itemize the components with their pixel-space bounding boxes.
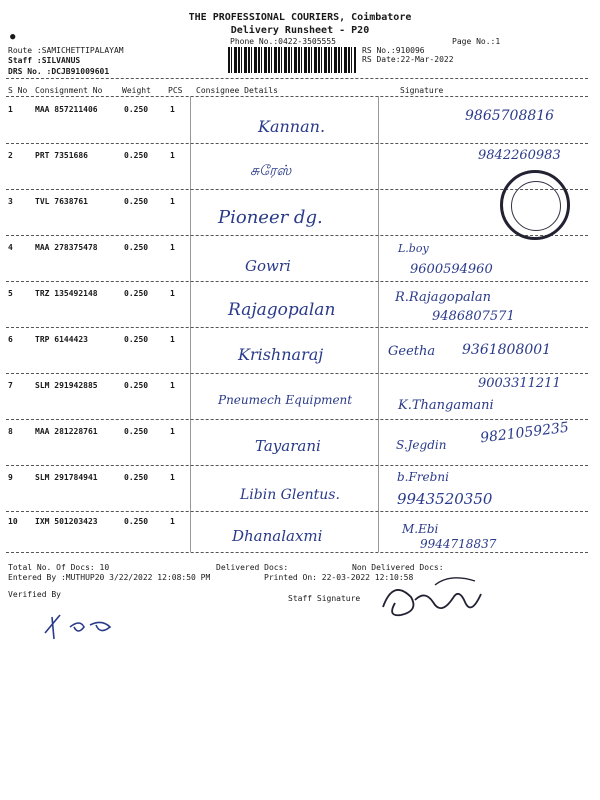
verified-by-label: Verified By xyxy=(8,590,61,599)
row-pcs: 1 xyxy=(170,105,175,114)
row-pcs: 1 xyxy=(170,517,175,526)
row-consignee: Libin Glentus. xyxy=(240,487,340,503)
row-signature-phone: 9865708816 xyxy=(465,108,555,124)
printed-on: Printed On: 22-03-2022 12:10:58 xyxy=(264,573,414,582)
company-name: THE PROFESSIONAL COURIERS, Coimbatore xyxy=(188,12,412,23)
col-consignment: Consignment No xyxy=(35,86,103,95)
row-consignment: MAA 278375478 xyxy=(35,243,98,252)
row-pcs: 1 xyxy=(170,335,175,344)
header-rule xyxy=(6,78,588,79)
row-sno: 6 xyxy=(8,335,13,344)
col-consignee: Consignee Details xyxy=(196,86,278,95)
row-signature-phone: 9486807571 xyxy=(432,309,515,324)
row-pcs: 1 xyxy=(170,473,175,482)
row-consignee: Pneumech Equipment xyxy=(218,393,353,407)
row-divider xyxy=(6,552,588,553)
rs-date: RS Date:22-Mar-2022 xyxy=(362,55,454,64)
row-consignment: TRP 6144423 xyxy=(35,335,88,344)
col-weight: Weight xyxy=(122,86,151,95)
row-weight: 0.250 xyxy=(124,517,149,526)
row-sno: 8 xyxy=(8,427,13,436)
phone: Phone No.:0422-3505555 xyxy=(230,37,336,46)
row-pcs: 1 xyxy=(170,151,175,160)
row-pcs: 1 xyxy=(170,381,175,390)
row-signature-phone: 9821059235 xyxy=(479,419,570,447)
row-consignee: Tayarani xyxy=(255,437,321,455)
row-divider xyxy=(6,419,588,420)
row-signature-name: R.Rajagopalan xyxy=(395,290,492,305)
row-signature-name: b.Frebni xyxy=(397,470,449,484)
row-sno: 4 xyxy=(8,243,13,252)
page-number: Page No.:1 xyxy=(452,37,501,46)
entered-by: Entered By :MUTHUP20 3/22/2022 12:08:50 PM xyxy=(8,573,211,582)
row-consignee: Gowri xyxy=(245,257,291,275)
row-consignee: Pioneer dg. xyxy=(218,207,323,228)
row-divider xyxy=(6,235,588,236)
col-pcs: PCS xyxy=(168,86,183,95)
row-signature-phone: 9943520350 xyxy=(397,490,493,508)
column-divider xyxy=(378,96,379,552)
row-consignee: Kannan. xyxy=(258,117,326,136)
row-signature-name: Geetha xyxy=(388,344,436,359)
column-divider xyxy=(190,96,191,552)
row-weight: 0.250 xyxy=(124,473,149,482)
row-signature-name: S.Jegdin xyxy=(396,438,447,452)
row-consignment: SLM 291942885 xyxy=(35,381,98,390)
row-weight: 0.250 xyxy=(124,105,149,114)
total-docs: Total No. Of Docs: 10 xyxy=(8,563,110,572)
row-weight: 0.250 xyxy=(124,243,149,252)
row-consignment: MAA 857211406 xyxy=(35,105,98,114)
row-divider xyxy=(6,465,588,466)
row-signature-phone: 9944718837 xyxy=(420,537,497,551)
staff-signature-label: Staff Signature xyxy=(288,594,361,603)
row-divider xyxy=(6,327,588,328)
row-sno: 2 xyxy=(8,151,13,160)
row-signature-phone: 9361808001 xyxy=(462,342,552,358)
row-weight: 0.250 xyxy=(124,335,149,344)
row-sno: 9 xyxy=(8,473,13,482)
row-divider xyxy=(6,281,588,282)
row-divider xyxy=(6,373,588,374)
logo-mark: ● xyxy=(10,32,16,42)
barcode xyxy=(228,47,356,73)
row-divider xyxy=(6,189,588,190)
row-sno: 1 xyxy=(8,105,13,114)
delivered-docs: Delivered Docs: xyxy=(216,563,289,572)
drs-number: DRS No. :DCJB91009601 xyxy=(8,67,110,76)
row-weight: 0.250 xyxy=(124,381,149,390)
route: Route :SAMICHETTIPALAYAM xyxy=(8,46,124,55)
row-weight: 0.250 xyxy=(124,289,149,298)
row-signature-name: L.boy xyxy=(398,242,429,255)
row-divider xyxy=(6,143,588,144)
row-sno: 7 xyxy=(8,381,13,390)
row-consignee: Krishnaraj xyxy=(238,345,324,364)
header-rule-bottom xyxy=(6,96,588,97)
row-weight: 0.250 xyxy=(124,197,149,206)
company-stamp xyxy=(500,170,570,240)
row-signature-phone: 9842260983 xyxy=(478,148,561,163)
row-pcs: 1 xyxy=(170,427,175,436)
col-signature: Signature xyxy=(400,86,444,95)
row-consignee: Dhanalaxmi xyxy=(232,527,323,545)
row-signature-name: M.Ebi xyxy=(402,522,439,536)
row-consignment: SLM 291784941 xyxy=(35,473,98,482)
row-divider xyxy=(6,511,588,512)
non-delivered-docs: Non Delivered Docs: xyxy=(352,563,444,572)
row-consignment: IXM 501203423 xyxy=(35,517,98,526)
row-pcs: 1 xyxy=(170,197,175,206)
verified-signature xyxy=(40,605,130,645)
sheet-title: Delivery Runsheet - P20 xyxy=(230,25,370,36)
row-signature-phone: 9003311211 xyxy=(478,376,561,391)
staff-signature xyxy=(375,575,495,625)
row-signature-phone: 9600594960 xyxy=(410,262,493,277)
col-sno: S No xyxy=(8,86,28,95)
row-consignee: சுரேஸ் xyxy=(250,163,292,179)
row-consignment: PRT 7351686 xyxy=(35,151,88,160)
row-consignment: MAA 281228761 xyxy=(35,427,98,436)
row-weight: 0.250 xyxy=(124,151,149,160)
staff: Staff :SILVANUS xyxy=(8,56,81,65)
row-signature-name: K.Thangamani xyxy=(398,398,494,413)
row-pcs: 1 xyxy=(170,243,175,252)
rs-number: RS No.:910096 xyxy=(362,46,425,55)
row-sno: 5 xyxy=(8,289,13,298)
row-consignee: Rajagopalan xyxy=(228,300,336,320)
row-weight: 0.250 xyxy=(124,427,149,436)
row-pcs: 1 xyxy=(170,289,175,298)
row-sno: 3 xyxy=(8,197,13,206)
row-consignment: TVL 7638761 xyxy=(35,197,88,206)
row-consignment: TRZ 135492148 xyxy=(35,289,98,298)
row-sno: 10 xyxy=(8,517,18,526)
